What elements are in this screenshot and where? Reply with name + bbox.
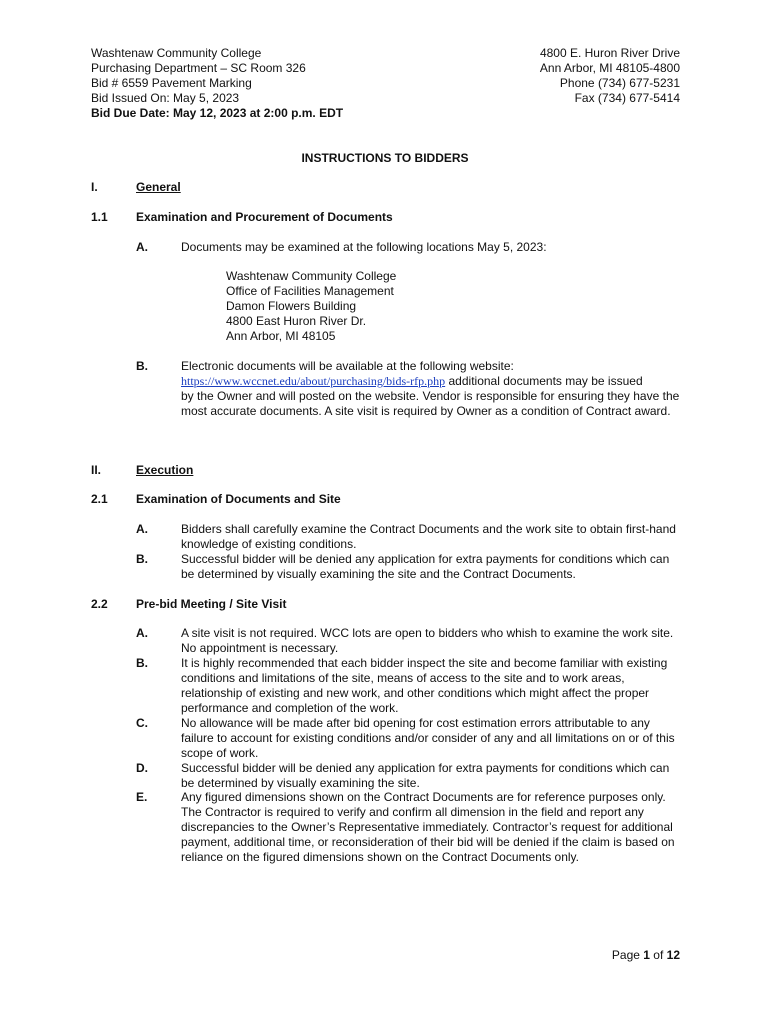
- section-title: Pre-bid Meeting / Site Visit: [136, 597, 287, 611]
- item-link-line: [181, 374, 681, 389]
- location-address: [226, 269, 396, 344]
- item-letter: B.: [136, 359, 148, 373]
- section-number: 2.1: [91, 492, 108, 506]
- item-rest: by the Owner and will posted on the website. Vendor is responsible for ensuring they have the most accurate documents. A site visit is required by Owner as a condition of Contract award.: [181, 389, 680, 418]
- section-title: Examination and Procurement of Documents: [136, 210, 393, 224]
- section-title: Examination of Documents and Site: [136, 492, 341, 506]
- item-letter: D.: [136, 761, 148, 775]
- header-line: Phone (734) 677-5231: [559, 76, 680, 90]
- document-title: INSTRUCTIONS TO BIDDERS: [301, 151, 469, 165]
- address-line: Ann Arbor, MI 48105: [226, 329, 336, 343]
- part-numeral: I.: [91, 180, 98, 194]
- header-line: Fax (734) 677-5414: [574, 91, 680, 105]
- item-intro: Electronic documents will be available at the following website:: [181, 359, 514, 373]
- section-number: 2.2: [91, 597, 108, 611]
- address-line: Office of Facilities Management: [226, 284, 394, 298]
- part-numeral: II.: [91, 463, 102, 477]
- item-letter: B.: [136, 552, 148, 566]
- item-text: Bidders shall carefully examine the Contract Documents and the work site to obtain first-hand knowledge of existing conditions.: [181, 522, 676, 551]
- address-line: Washtenaw Community College: [226, 269, 397, 283]
- item-link-suffix: additional documents may be issued: [445, 374, 643, 388]
- page-word: Page: [611, 948, 644, 962]
- section-number: 1.1: [91, 210, 108, 224]
- header-line: Purchasing Department – SC Room 326: [91, 61, 306, 75]
- item-text: [181, 359, 681, 419]
- bid-due-date: Bid Due Date: May 12, 2023 at 2:00 p.m. EDT: [91, 106, 344, 120]
- item-letter: C.: [136, 716, 148, 730]
- part-heading: Execution: [136, 463, 194, 477]
- item-letter: A.: [136, 240, 148, 254]
- item-text: No allowance will be made after bid opening for cost estimation errors attributable to any failure to account for existing conditions and/or consider of any and all limitations on or of this scope of work.: [181, 716, 675, 760]
- page-current: 1: [643, 948, 650, 962]
- item-text: It is highly recommended that each bidder inspect the site and become familiar with existing conditions and limitations of the site, means of access to the site and to work areas, relationship of existing and new work, and other conditions which might affect the proper performance and completion of the work.: [181, 656, 668, 715]
- address-line: 4800 East Huron River Dr.: [226, 314, 367, 328]
- item-text: A site visit is not required. WCC lots are open to bidders who whish to examine the work site. No appointment is necessary.: [181, 626, 674, 655]
- item-letter: E.: [136, 790, 148, 804]
- header-line: Bid # 6559 Pavement Marking: [91, 76, 252, 90]
- page-of-word: of: [649, 948, 667, 962]
- header-line: Washtenaw Community College: [91, 46, 262, 60]
- item-letter: A.: [136, 522, 148, 536]
- item-text: Documents may be examined at the following locations May 5, 2023:: [181, 240, 547, 254]
- item-text: Successful bidder will be denied any application for extra payments for conditions which can be determined by visually examining the site and the Contract Documents.: [181, 552, 670, 581]
- address-line: Damon Flowers Building: [226, 299, 357, 313]
- item-text: Successful bidder will be denied any application for extra payments for conditions which can be determined by visually examining the site.: [181, 761, 670, 790]
- item-text: Any figured dimensions shown on the Contract Documents are for reference purposes only. The Contractor is required to verify and confirm all dimension in the field and report any discrepancies to the Owner’s Representative immediately. Contractor’s request for additional payment, additional time, or reconsideration of their bid will be denied if the claim is based on reliance on the figured dimensions shown on the Contract Documents only.: [181, 790, 675, 864]
- item-letter: A.: [136, 626, 148, 640]
- header-line: Bid Issued On: May 5, 2023: [91, 91, 240, 105]
- part-heading: General: [136, 180, 181, 194]
- sender-address-block: [91, 46, 343, 121]
- header-line: Ann Arbor, MI 48105-4800: [539, 61, 680, 75]
- contact-block: [420, 46, 680, 106]
- page-number: [480, 948, 680, 962]
- item-letter: B.: [136, 656, 148, 670]
- page-total: 12: [666, 948, 680, 962]
- header-line: 4800 E. Huron River Drive: [539, 46, 680, 60]
- bids-website-link[interactable]: https://www.wccnet.edu/about/purchasing/bids-rfp.php: [181, 374, 446, 388]
